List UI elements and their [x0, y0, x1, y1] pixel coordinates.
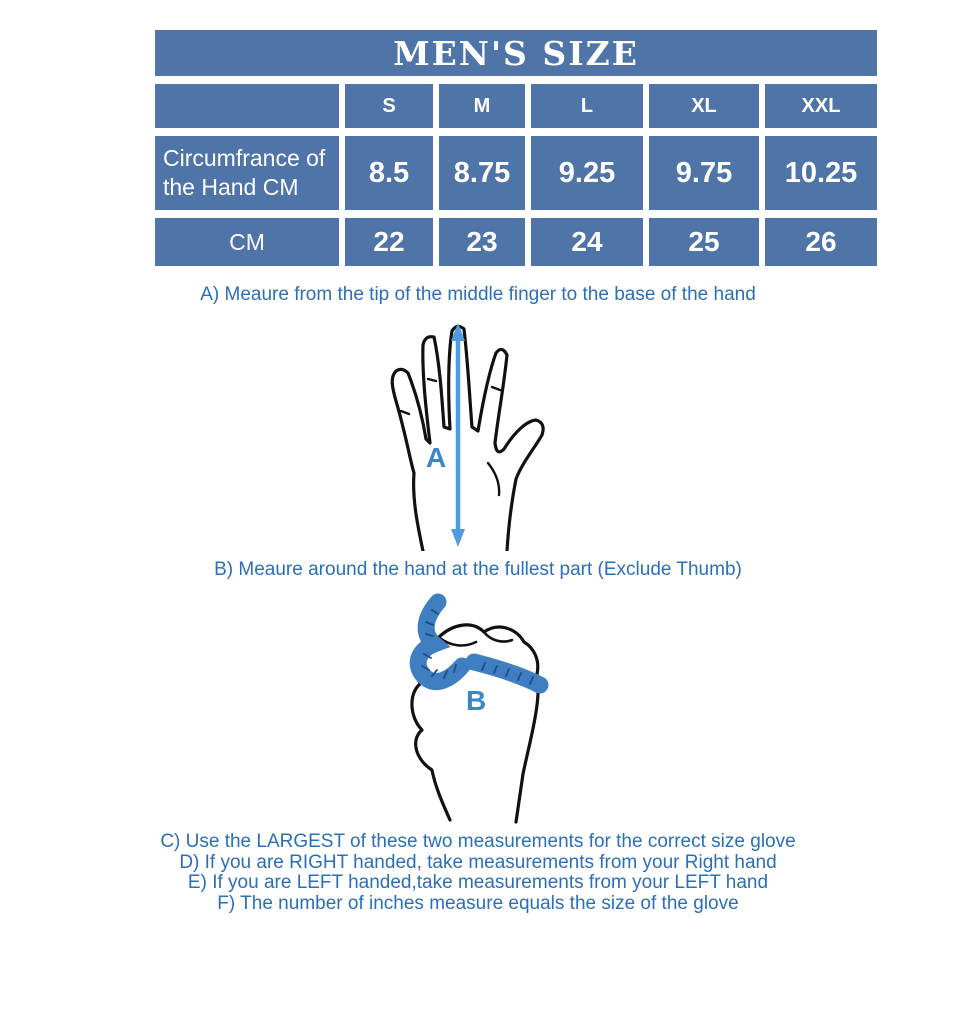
circumference-value-l: 9.25	[531, 136, 643, 210]
instruction-e: E) If you are LEFT handed,take measurements from your LEFT hand	[187, 872, 769, 893]
instruction-a: A) Meaure from the tip of the middle finger to the base of the hand	[200, 284, 756, 305]
instruction-c: C) Use the LARGEST of these two measurements for the correct size glove	[160, 831, 796, 852]
size-header-s: S	[345, 84, 433, 128]
size-header-m: M	[439, 84, 525, 128]
measure-letter-a: A	[426, 442, 447, 473]
measure-letter-b: B	[466, 685, 487, 716]
mens-size-table	[155, 30, 877, 266]
table-title: MEN'S SIZE	[155, 30, 877, 76]
fist-measurement-diagram	[380, 588, 600, 831]
table-corner-cell	[155, 84, 339, 128]
row-label-cm: CM	[155, 218, 339, 266]
instruction-f: F) The number of inches measure equals the size of the glove	[217, 892, 739, 914]
cm-value-m: 23	[439, 218, 525, 266]
cm-value-xl: 25	[649, 218, 759, 266]
circumference-value-xxl: 10.25	[765, 136, 877, 210]
circumference-value-xl: 9.75	[649, 136, 759, 210]
instruction-list	[0, 832, 956, 914]
open-hand-measurement-diagram	[368, 315, 588, 556]
fist-illustration	[380, 588, 600, 826]
row-label-circumference: Circumfrance of the Hand CM	[155, 136, 339, 210]
open-hand-illustration	[368, 315, 588, 551]
size-header-xxl: XXL	[765, 84, 877, 128]
size-header-xl: XL	[649, 84, 759, 128]
cm-value-l: 24	[531, 218, 643, 266]
circumference-value-s: 8.5	[345, 136, 433, 210]
instruction-b: B) Meaure around the hand at the fullest part (Exclude Thumb)	[214, 559, 742, 580]
size-header-l: L	[531, 84, 643, 128]
hand-outline-path	[392, 326, 543, 551]
circumference-value-m: 8.75	[439, 136, 525, 210]
cm-value-xxl: 26	[765, 218, 877, 266]
cm-value-s: 22	[345, 218, 433, 266]
instruction-d: D) If you are RIGHT handed, take measurements from your Right hand	[179, 851, 777, 873]
